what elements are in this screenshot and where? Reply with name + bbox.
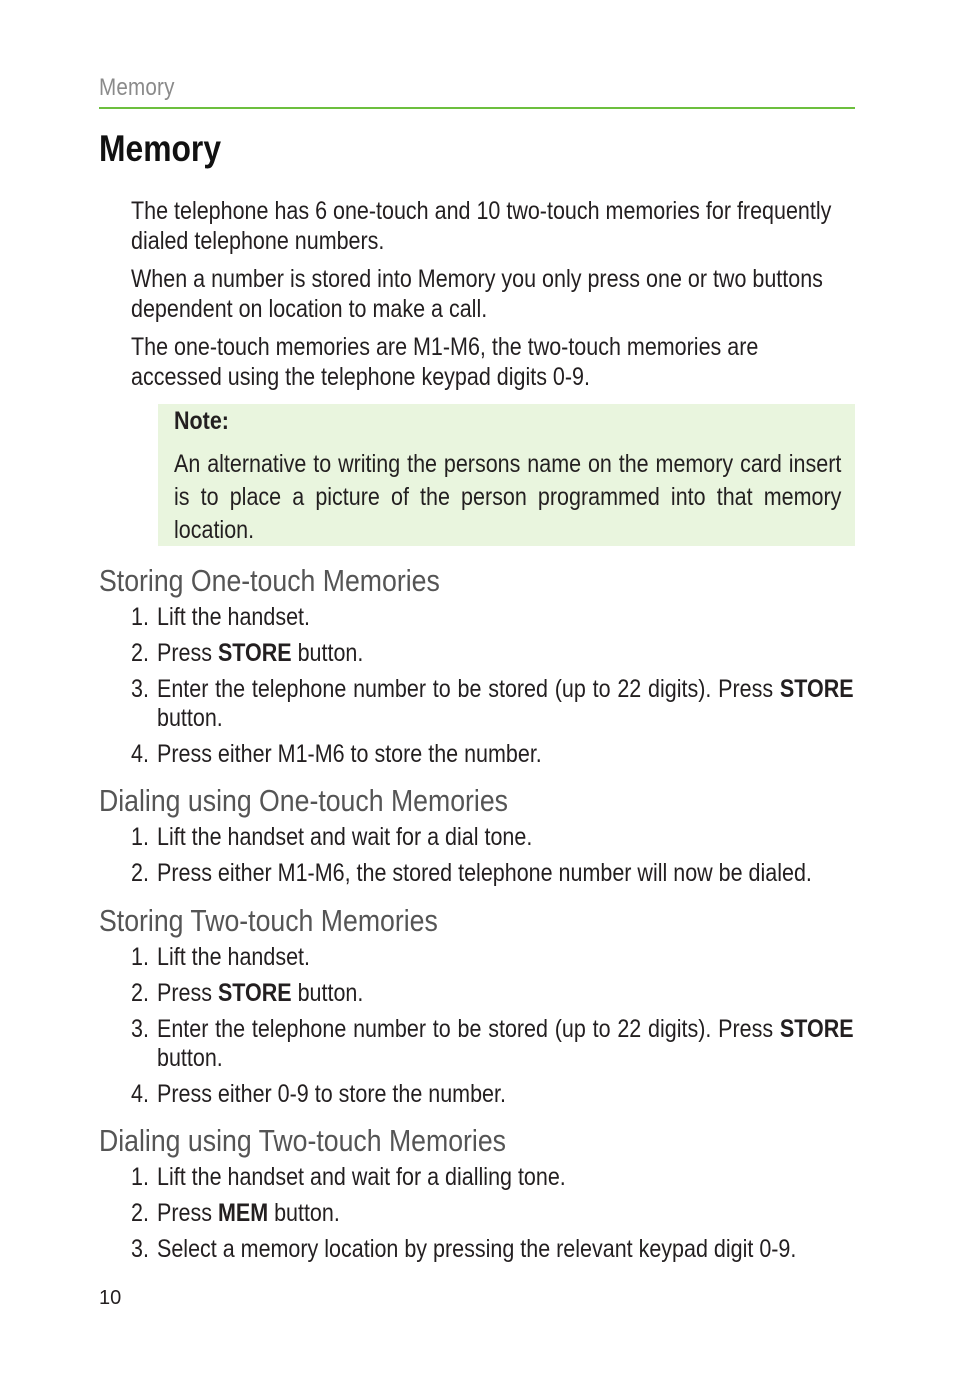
step-item [99, 1015, 855, 1073]
section-heading: Storing One-touch Memories [99, 563, 440, 598]
note-box [158, 404, 855, 546]
step-item [99, 823, 855, 852]
intro-paragraph: The one-touch memories are M1-M6, the two-touch memories are accessed using the telephone keypad digits 0-9. [131, 333, 759, 391]
section-heading: Dialing using Two-touch Memories [99, 1123, 506, 1158]
step-item [99, 1199, 855, 1228]
step-number: 3. [131, 1235, 149, 1263]
step-item [99, 639, 855, 668]
step-number: 2. [131, 979, 149, 1007]
section-heading: Storing Two-touch Memories [99, 903, 438, 938]
step-item [99, 979, 855, 1008]
step-number: 1. [131, 823, 149, 851]
step-item [99, 675, 855, 733]
section-storing-two-touch [99, 903, 855, 1116]
step-text: Select a memory location by pressing the relevant keypad digit 0-9. [157, 1235, 797, 1263]
step-number: 4. [131, 1080, 149, 1108]
step-text: Enter the telephone number to be stored (up to 22 digits). Press STORE button. [157, 1015, 854, 1072]
step-item [99, 1235, 855, 1264]
step-number: 2. [131, 639, 149, 667]
step-number: 3. [131, 675, 149, 703]
section-storing-one-touch [99, 563, 855, 776]
section-heading: Dialing using One-touch Memories [99, 783, 508, 818]
steps-list [99, 823, 855, 888]
step-number: 1. [131, 943, 149, 971]
intro-paragraph: The telephone has 6 one-touch and 10 two-touch memories for frequently dialed telephone numbers. [131, 197, 832, 255]
running-header: Memory [99, 74, 175, 101]
step-number: 1. [131, 603, 149, 631]
step-item [99, 1080, 855, 1109]
steps-list [99, 1163, 855, 1264]
step-text: Press either M1-M6, the stored telephone number will now be dialed. [157, 859, 812, 887]
step-text: Lift the handset. [157, 603, 310, 631]
step-text: Press either M1-M6 to store the number. [157, 740, 542, 768]
step-text: Press STORE button. [157, 639, 364, 667]
page-title: Memory [99, 128, 222, 169]
step-item [99, 943, 855, 972]
note-label: Note: [174, 407, 229, 435]
step-text: Press STORE button. [157, 979, 364, 1007]
step-text: Lift the handset. [157, 943, 310, 971]
step-number: 2. [131, 1199, 149, 1227]
intro-paragraph: When a number is stored into Memory you only press one or two buttons dependent on location to make a call. [131, 265, 823, 323]
step-item [99, 603, 855, 632]
steps-list [99, 603, 855, 769]
step-text: Lift the handset and wait for a dial tone. [157, 823, 533, 851]
step-number: 4. [131, 740, 149, 768]
note-text: An alternative to writing the persons name on the memory card insert is to place a picture of the person programmed into that memory location. [174, 450, 842, 544]
page-number: 10 [99, 1287, 122, 1309]
step-text: Press MEM button. [157, 1199, 340, 1227]
step-item [99, 859, 855, 888]
step-text: Enter the telephone number to be stored (up to 22 digits). Press STORE button. [157, 675, 854, 732]
header-rule [99, 107, 855, 109]
step-number: 3. [131, 1015, 149, 1043]
steps-list [99, 943, 855, 1109]
step-text: Lift the handset and wait for a dialling tone. [157, 1163, 566, 1191]
section-dialing-one-touch [99, 783, 855, 895]
step-item [99, 1163, 855, 1192]
step-text: Press either 0-9 to store the number. [157, 1080, 506, 1108]
step-number: 2. [131, 859, 149, 887]
intro-text [131, 196, 855, 400]
step-number: 1. [131, 1163, 149, 1191]
section-dialing-two-touch [99, 1123, 855, 1271]
step-item [99, 740, 855, 769]
